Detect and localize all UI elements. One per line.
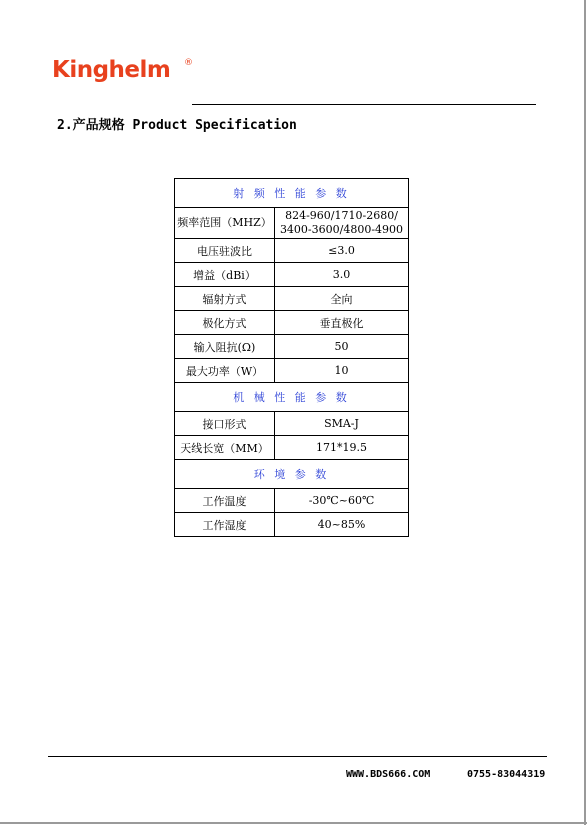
footer-phone: 0755-83044319 — [467, 769, 546, 780]
section-title: 2.产品规格 Product Specification — [57, 118, 297, 133]
spec-label: 增益（dBi） — [175, 263, 275, 287]
table-row — [175, 311, 409, 335]
table-row — [175, 359, 409, 383]
spec-label: 输入阻抗(Ω) — [175, 335, 275, 359]
footer-website: WWW.BDS666.COM — [346, 769, 431, 780]
page-edge-bottom — [0, 822, 587, 824]
spec-value — [275, 208, 409, 239]
table-row — [175, 335, 409, 359]
spec-label: 工作湿度 — [175, 513, 275, 537]
table-row — [175, 208, 409, 239]
spec-value: 50 — [275, 335, 409, 359]
page-edge-right — [584, 0, 586, 825]
spec-label: 工作温度 — [175, 489, 275, 513]
rf-section-header: 射 频 性 能 参 数 — [175, 179, 409, 208]
table-section-row — [175, 383, 409, 412]
spec-value: 171*19.5 — [275, 436, 409, 460]
table-row — [175, 513, 409, 537]
header-divider — [192, 104, 536, 105]
spec-value: 40~85% — [275, 513, 409, 537]
spec-label: 极化方式 — [175, 311, 275, 335]
spec-label: 频率范围（MHZ） — [175, 208, 275, 239]
brand-logo: Kinghelm — [52, 57, 171, 83]
spec-label: 最大功率（W） — [175, 359, 275, 383]
spec-label: 辐射方式 — [175, 287, 275, 311]
spec-value: 10 — [275, 359, 409, 383]
spec-value: -30℃~60℃ — [275, 489, 409, 513]
spec-table — [174, 178, 409, 537]
spec-value: ≤3.0 — [275, 239, 409, 263]
spec-value: 垂直极化 — [275, 311, 409, 335]
table-row — [175, 436, 409, 460]
spec-value-line: 3400-3600/4800-4900 — [279, 223, 404, 236]
env-section-header: 环 境 参 数 — [175, 460, 409, 489]
table-row — [175, 263, 409, 287]
footer-divider — [48, 756, 547, 757]
table-row — [175, 412, 409, 436]
spec-label: 接口形式 — [175, 412, 275, 436]
table-section-row — [175, 179, 409, 208]
table-section-row — [175, 460, 409, 489]
spec-label: 电压驻波比 — [175, 239, 275, 263]
spec-value: SMA-J — [275, 412, 409, 436]
mech-section-header: 机 械 性 能 参 数 — [175, 383, 409, 412]
spec-label: 天线长宽（MM） — [175, 436, 275, 460]
registered-mark: ® — [184, 58, 193, 68]
spec-value: 全向 — [275, 287, 409, 311]
table-row — [175, 287, 409, 311]
table-row — [175, 239, 409, 263]
spec-value: 3.0 — [275, 263, 409, 287]
spec-value-line: 824-960/1710-2680/ — [285, 209, 398, 222]
table-row — [175, 489, 409, 513]
